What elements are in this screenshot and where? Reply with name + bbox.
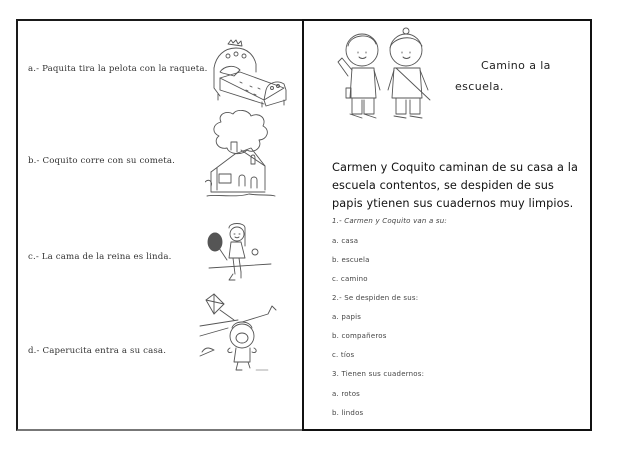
sentence-a: a.- Paquita tira la pelota con la raqueta. (28, 64, 208, 74)
story-paragraph-line3: papis ytienen sus cuadernos muy limpios. (332, 197, 574, 210)
sentence-b: b.- Coquito corre con su cometa. (28, 156, 176, 166)
girl-tennis-icon (205, 222, 275, 292)
question-1-option-b: b. escuela (332, 256, 370, 264)
two-children-icon (334, 24, 438, 124)
princess-bed-icon (210, 38, 292, 108)
question-3: 3. Tienen sus cuadernos: (332, 370, 425, 378)
story-paragraph-line1: Carmen y Coquito caminan de su casa a la (332, 161, 579, 174)
sentence-d: d.- Caperucita entra a su casa. (28, 346, 167, 356)
question-1: 1.- Carmen y Coquito van a su: (332, 217, 447, 225)
cottage-house-icon (205, 110, 280, 202)
question-3-option-a: a. rotos (332, 390, 361, 398)
story-title-line2: escuela. (455, 80, 504, 93)
sentence-c: c.- La cama de la reina es linda. (28, 252, 172, 262)
story-title-line1: Camino a la (481, 59, 551, 72)
boy-kite-icon (198, 292, 278, 374)
question-1-option-a: a. casa (332, 237, 359, 245)
story-paragraph-line2: escuela contentos, se despiden de sus (332, 179, 554, 192)
question-3-option-b: b. lindos (332, 409, 364, 417)
question-2: 2.- Se despiden de sus: (332, 294, 419, 302)
question-2-option-a: a. papis (332, 313, 362, 321)
question-2-option-b: b. compañeros (332, 332, 387, 340)
question-2-option-c: c. tíos (332, 351, 355, 359)
question-1-option-c: c. camino (332, 275, 368, 283)
